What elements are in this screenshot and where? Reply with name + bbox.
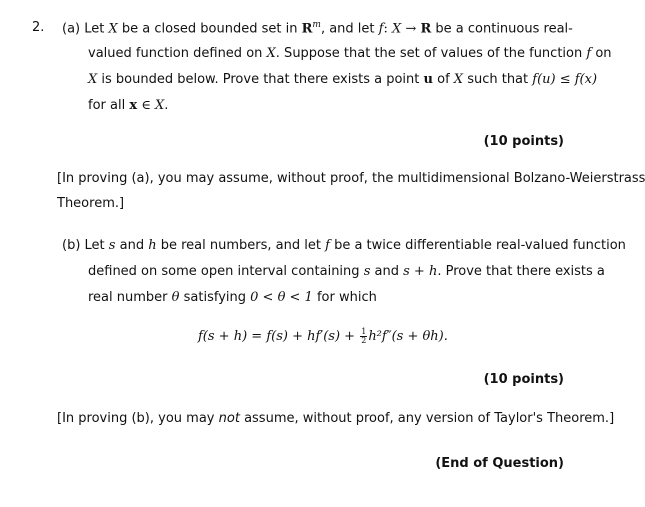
- part-a-line-1: (a) Let X be a closed bounded set in $R^m$, and let f: X → R be a continuous real-: [62, 20, 573, 37]
- inequality-a: f(u) ≤ f(x): [532, 72, 598, 87]
- part-a-line-3: X is bounded below. Prove that there exists a point u of X such that f(u) ≤ f(x): [88, 72, 598, 87]
- note-a-line-2: Theorem.]: [57, 196, 125, 211]
- question-number: 2.: [32, 20, 45, 35]
- part-b-line-1: (b) Let s and h be real numbers, and let f be a twice differentiable real-valued function: [62, 238, 626, 253]
- note-b: [In proving (b), you may not assume, without proof, any version of Taylor's Theorem.]: [57, 411, 615, 426]
- part-b-line-2: defined on some open interval containing s and s + h. Prove that there exists a: [88, 264, 605, 279]
- part-a-line-4: for all x ∈ X.: [88, 98, 169, 113]
- part-b-label: (b): [62, 238, 81, 253]
- one-half-fraction: $\frac{1}{2}$: [361, 327, 367, 345]
- part-a-line-2: valued function defined on X. Suppose that the set of values of the function f on: [88, 46, 612, 61]
- taylor-equation: f(s + h) = f(s) + hf′(s) + $\frac{1}{2}$ h²f″(s + θh).: [198, 327, 448, 345]
- end-of-question: (End of Question): [435, 456, 564, 471]
- part-b-points: (10 points): [483, 372, 564, 387]
- part-b-line-3: real number θ satisfying 0 < θ < 1 for which: [88, 290, 377, 305]
- part-a-points: (10 points): [483, 134, 564, 149]
- part-a-label: (a): [62, 21, 81, 37]
- note-a-line-1: [In proving (a), you may assume, without proof, the multidimensional Bolzano-Weierstrass: [57, 171, 645, 186]
